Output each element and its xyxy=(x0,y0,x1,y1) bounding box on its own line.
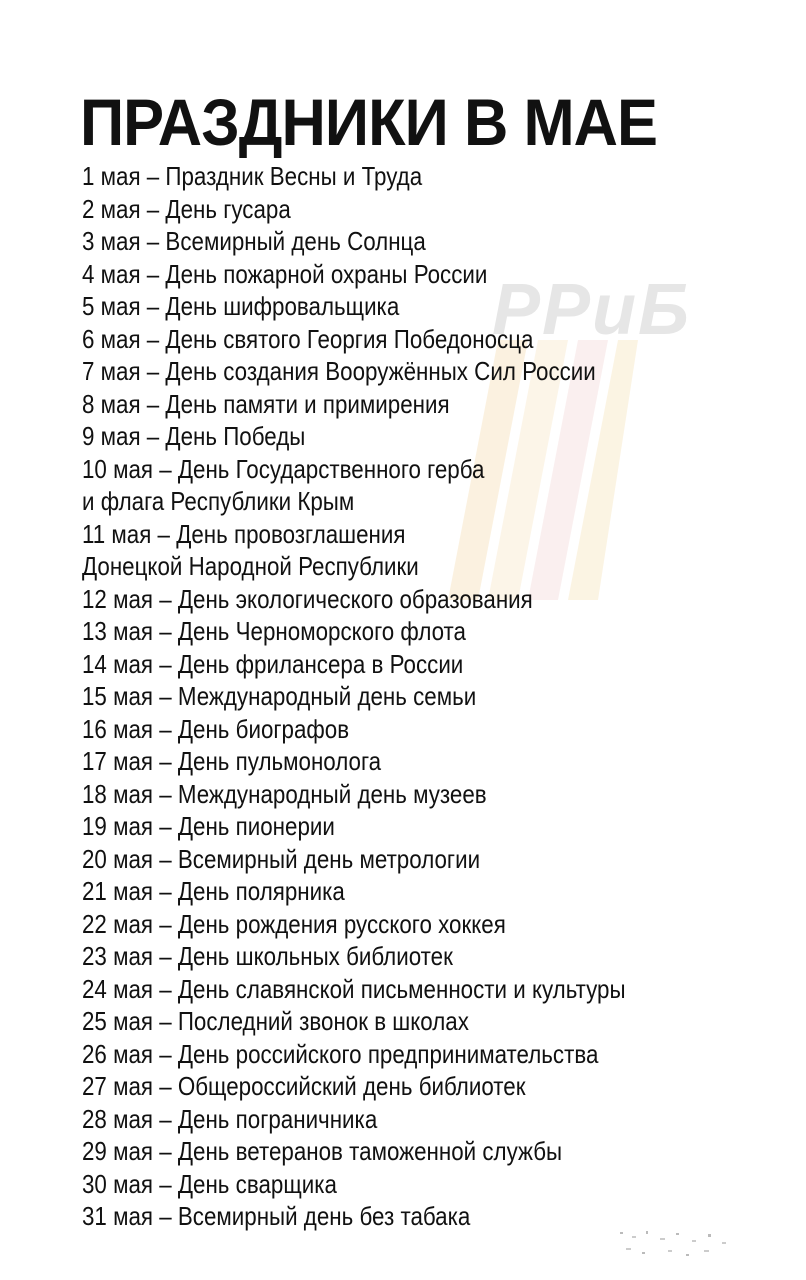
holiday-line: 4 мая – День пожарной охраны России xyxy=(82,258,488,289)
holiday-line: 12 мая – День экологического образования xyxy=(82,583,533,614)
holiday-line: 3 мая – Всемирный день Солнца xyxy=(82,226,426,256)
holiday-line: 17 мая – День пульмонолога xyxy=(82,746,382,776)
holiday-list xyxy=(82,160,782,1233)
holiday-line: 24 мая – День славянской письменности и культуры xyxy=(82,973,626,1004)
holiday-line: Донецкой Народной Республики xyxy=(82,551,419,581)
holiday-line: 8 мая – День памяти и примирения xyxy=(82,388,450,419)
holiday-line: 7 мая – День создания Вооружённых Сил России xyxy=(82,356,596,386)
holiday-line: 18 мая – Международный день музеев xyxy=(82,778,487,809)
holiday-line: 20 мая – Всемирный день метрологии xyxy=(82,843,481,874)
holiday-line: 21 мая – День полярника xyxy=(82,876,345,906)
holiday-line: 26 мая – День российского предпринимательства xyxy=(82,1038,599,1069)
holiday-line: 15 мая – Международный день семьи xyxy=(82,681,477,711)
holiday-line: и флага Республики Крым xyxy=(82,486,355,516)
holiday-line: 30 мая – День сварщика xyxy=(82,1168,337,1199)
page-title: ПРАЗДНИКИ В МАЕ xyxy=(80,85,658,159)
holiday-line: 9 мая – День Победы xyxy=(82,421,306,451)
holiday-line: 29 мая – День ветеранов таможенной службы xyxy=(82,1136,563,1166)
holiday-line: 6 мая – День святого Георгия Победоносца xyxy=(82,323,534,354)
holiday-line: 19 мая – День пионерии xyxy=(82,811,335,841)
holiday-line: 13 мая – День Черноморского флота xyxy=(82,616,466,646)
holiday-line: 1 мая – Праздник Весны и Труда xyxy=(82,161,423,191)
holiday-line: 27 мая – Общероссийский день библиотек xyxy=(82,1071,526,1101)
holiday-line: 25 мая – Последний звонок в школах xyxy=(82,1006,469,1036)
holiday-line: 28 мая – День пограничника xyxy=(82,1103,378,1134)
holiday-line: 11 мая – День провозглашения xyxy=(82,518,406,549)
holiday-line: 22 мая – День рождения русского хоккея xyxy=(82,908,506,939)
holiday-line: 10 мая – День Государственного герба xyxy=(82,453,485,484)
holiday-line: 31 мая – Всемирный день без табака xyxy=(82,1201,471,1231)
holiday-line: 23 мая – День школьных библиотек xyxy=(82,941,453,971)
holiday-line: 2 мая – День гусара xyxy=(82,193,291,224)
holiday-line: 16 мая – День биографов xyxy=(82,713,350,744)
holiday-line: 14 мая – День фрилансера в России xyxy=(82,648,464,679)
watermark-logo: РРиБ xyxy=(492,270,692,350)
scan-noise xyxy=(616,1226,736,1262)
holiday-line: 5 мая – День шифровальщика xyxy=(82,291,400,321)
